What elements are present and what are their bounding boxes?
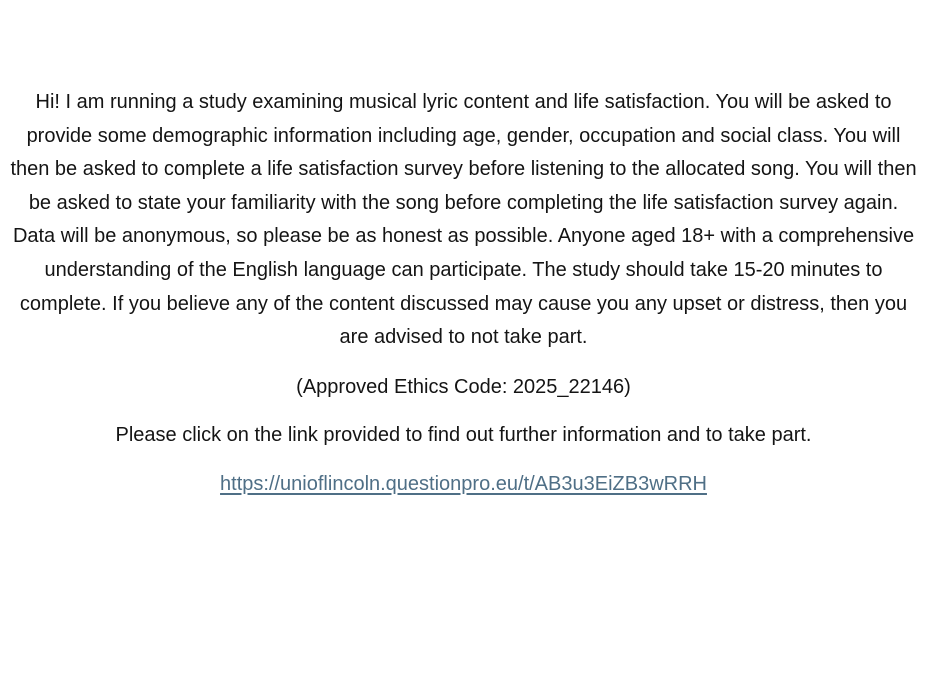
survey-link[interactable]: https://unioflincoln.questionpro.eu/t/AB3u3EiZB3wRRH (220, 472, 707, 495)
recruitment-notice (10, 86, 917, 502)
link-paragraph (10, 468, 917, 502)
participation-instruction: Please click on the link provided to find out further information and to take part. (115, 424, 812, 447)
ethics-code: (Approved Ethics Code: 2025_22146) (296, 375, 631, 398)
study-description: Hi! I am running a study examining musical lyric content and life satisfaction. You will be asked to provide some demographic information including age, gender, occupation and social class. You will then be asked to complete a life satisfaction survey before listening to the allocated song. You will then be asked to state your familiarity with the song before completing the life satisfaction survey again. Data will be anonymous, so please be as honest as possible. Anyone aged 18+ with a comprehensive understanding of the English language can participate. The study should take 15-20 minutes to complete. If you believe any of the content discussed may cause you any upset or distress, then you are advised to not take part. (10, 91, 917, 349)
